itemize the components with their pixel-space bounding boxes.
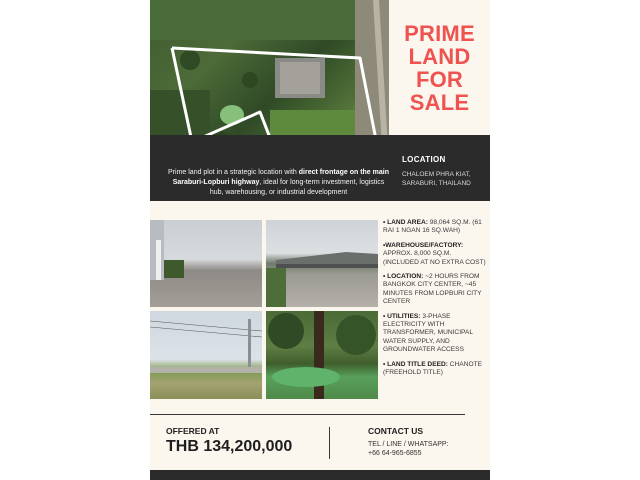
location-heading: LOCATION [402, 155, 446, 164]
price: THB 134,200,000 [166, 438, 293, 455]
location-text: CHALOEM PHRA KIAT, SARABURI, THAILAND [402, 171, 471, 187]
contact-details [368, 440, 449, 458]
feature-location [383, 273, 487, 307]
site-photo-warehouse-graphic [266, 220, 378, 307]
feature-land-area [383, 219, 487, 236]
intro-text-bold: direct frontage on the main Saraburi-Lopburi highway [172, 169, 389, 186]
feature-title-deed [383, 361, 487, 378]
feature-warehouse-label: •WAREHOUSE/FACTORY: [383, 241, 464, 249]
headline: PRIME LAND FOR SALE [404, 20, 475, 115]
contact-heading: CONTACT US [368, 426, 424, 436]
site-photo-entrance [150, 220, 262, 307]
site-photo-entrance-graphic [150, 220, 262, 307]
feature-warehouse-text: APPROX. 8,000 SQ.M. (INCLUDED AT NO EXTRA COST) [383, 250, 486, 266]
feature-location-label: • LOCATION: [383, 273, 424, 281]
feature-title-deed-label: • LAND TITLE DEED: [383, 360, 448, 368]
feature-land-area-text: 98,064 SQ.M. (61 RAI 1 NGAN 16 SQ.WAH) [383, 219, 482, 235]
headline-box [389, 0, 490, 135]
contact-phone[interactable]: +66 64-965-6855 [368, 450, 422, 457]
contact-channels: TEL / LINE / WHATSAPP: [368, 441, 449, 448]
feature-land-area-label: • LAND AREA: [383, 219, 428, 226]
site-photo-power-lines-graphic [150, 311, 262, 398]
offer-label: OFFERED AT [166, 426, 220, 436]
flyer [150, 0, 490, 480]
vertical-divider [329, 427, 330, 459]
site-photo-pond-graphic [266, 311, 378, 399]
feature-warehouse [383, 242, 487, 267]
footer-bar [150, 470, 490, 480]
feature-list [383, 219, 487, 384]
horizontal-divider [150, 414, 465, 415]
feature-utilities-text: 3-PHASE ELECTRICITY WITH TRANSFORMER, MUNICIPAL WATER SUPPLY, AND GROUNDWATER ACCESS [383, 312, 473, 354]
intro-text-end: , ideal for long-term investment, logistics hub, warehousing, or industrial development [209, 179, 385, 196]
feature-utilities-label: • UTILITIES: [383, 312, 421, 320]
feature-title-deed-text: CHANOTE (FREEHOLD TITLE) [383, 360, 483, 377]
site-photo-power-lines [150, 311, 262, 399]
intro-text [166, 168, 391, 198]
feature-utilities [383, 313, 487, 355]
feature-location-text: ~2 HOURS FROM BANGKOK CITY CENTER, ~45 MINUTES FROM LOPBURI CITY CENTER [383, 273, 482, 306]
intro-text-start: Prime land plot in a strategic location with [168, 169, 299, 176]
site-photo-warehouse [266, 220, 378, 307]
site-photo-pond [266, 311, 378, 399]
